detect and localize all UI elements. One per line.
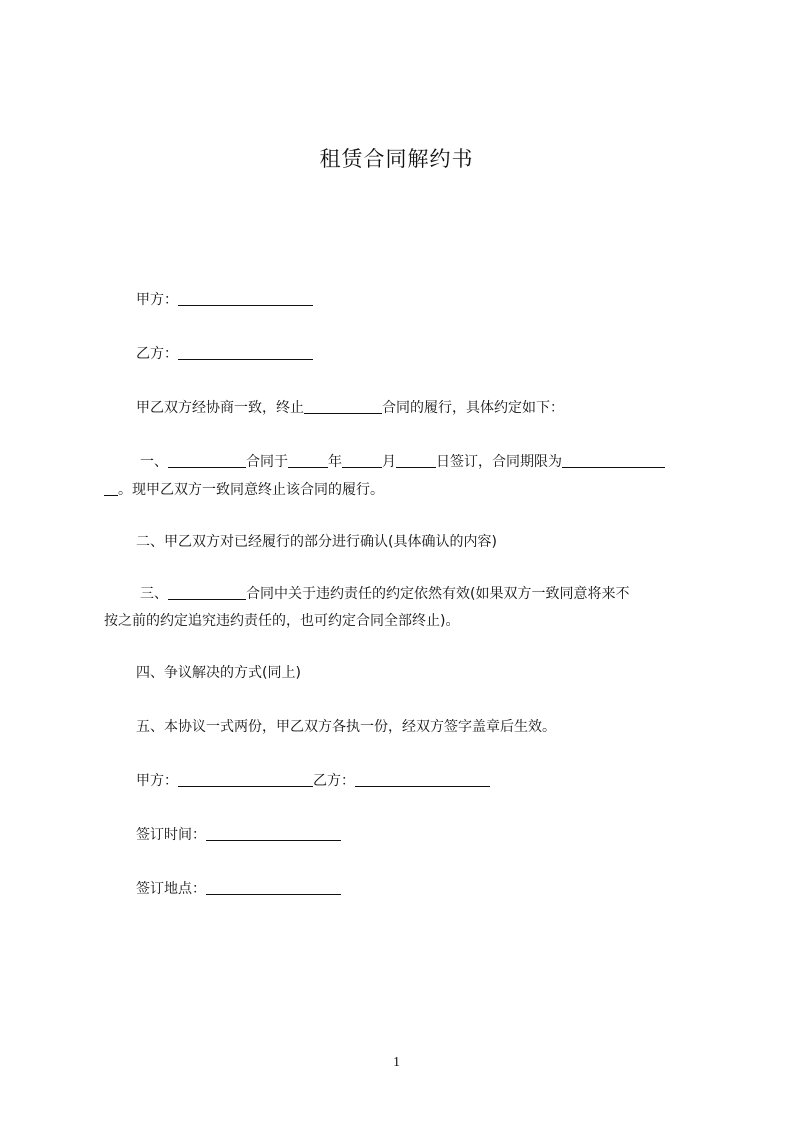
year-blank <box>288 453 328 468</box>
term-blank-continued <box>104 481 118 496</box>
sign-time-label: 签订时间： <box>136 827 206 843</box>
sign-place-label: 签订地点： <box>136 881 206 897</box>
term-blank <box>562 453 665 468</box>
party-a-blank <box>178 291 313 306</box>
party-a-line <box>104 290 736 310</box>
day-signed-label: 日签订，合同期限为 <box>436 454 562 470</box>
day-blank <box>396 453 436 468</box>
party-b-blank <box>178 345 313 360</box>
month-label: 月 <box>382 454 396 470</box>
party-a-label: 甲方： <box>136 292 178 308</box>
party-b-label: 乙方： <box>136 346 178 362</box>
contract-name-blank <box>304 399 382 414</box>
sign-time-line <box>104 825 736 845</box>
document-title: 租赁合同解约书 <box>319 147 474 171</box>
clause-5: 五、本协议一式两份，甲乙双方各执一份，经双方签字盖章后生效。 <box>136 719 556 735</box>
clause-3-contract-blank <box>168 585 246 600</box>
month-blank <box>342 453 382 468</box>
sign-party-b-blank <box>355 772 490 787</box>
clause-3-prefix: 三、 <box>140 586 168 602</box>
sign-party-a-label: 甲方： <box>136 773 178 789</box>
intro-suffix: 合同的履行，具体约定如下： <box>382 400 564 416</box>
page-number: 1 <box>393 1055 400 1070</box>
sign-place-line <box>104 879 736 899</box>
sign-place-blank <box>206 880 341 895</box>
clause-2: 二、甲乙双方对已经履行的部分进行确认(具体确认的内容) <box>136 534 497 550</box>
clause-1-line-1 <box>104 452 740 472</box>
clause-1-contract-signed: 合同于 <box>246 454 288 470</box>
year-label: 年 <box>328 454 342 470</box>
clause-1-contract-blank <box>168 453 246 468</box>
sign-time-blank <box>206 826 341 841</box>
intro-paragraph <box>104 398 736 418</box>
sign-party-b-label: 乙方： <box>313 773 355 789</box>
clause-1-line-2 <box>104 480 704 500</box>
signature-parties-line <box>104 771 736 791</box>
sign-party-a-blank <box>178 772 313 787</box>
clause-3-line-1-rest: 合同中关于违约责任的约定依然有效(如果双方一致同意将来不 <box>246 586 630 602</box>
clause-4: 四、争议解决的方式(同上) <box>136 665 301 681</box>
clause-3-line-1 <box>104 584 740 604</box>
clause-3-line-2: 按之前的约定追究违约责任的，也可约定合同全部终止)。 <box>104 613 460 629</box>
clause-1-end: 。现甲乙双方一致同意终止该合同的履行。 <box>118 482 384 498</box>
party-b-line <box>104 344 736 364</box>
intro-prefix: 甲乙双方经协商一致，终止 <box>136 400 304 416</box>
clause-1-prefix: 一、 <box>140 454 168 470</box>
